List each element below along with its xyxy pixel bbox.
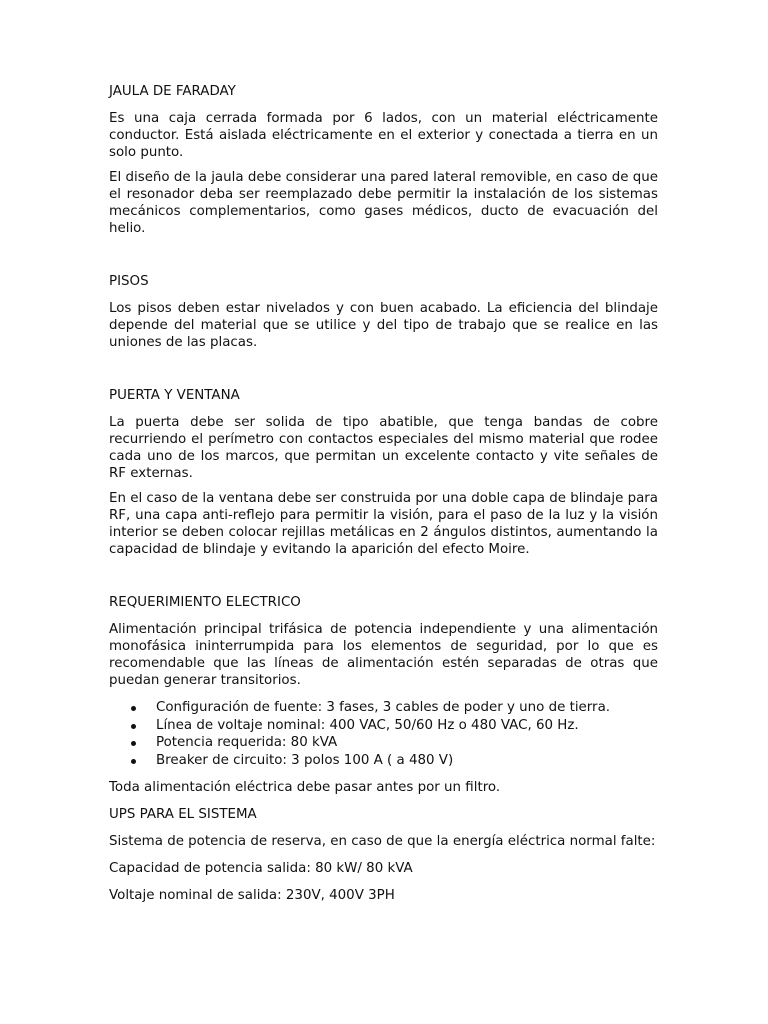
requirements-list — [109, 699, 658, 769]
list-item — [109, 734, 658, 752]
bullet-icon — [131, 759, 136, 764]
bullet-icon — [131, 741, 136, 746]
list-item — [109, 699, 658, 717]
document-page — [109, 83, 658, 904]
bullet-icon — [131, 724, 136, 729]
bullet-icon — [131, 706, 136, 711]
heading-jaula-de-faraday: JAULA DE FARADAY — [109, 84, 236, 99]
heading-pisos: PISOS — [109, 274, 149, 289]
paragraph-puerta: La puerta debe ser solida de tipo abatible, que tenga bandas de cobre recurriendo el perímetro con contactos especiales del mismo material que rodee cada uno de los marcos, que permitan un excelente contacto y vite señales de RF externas. — [109, 415, 658, 481]
heading-requerimiento-electrico: REQUERIMIENTO ELECTRICO — [109, 595, 301, 610]
paragraph-jaula-design: El diseño de la jaula debe considerar una pared lateral removible, en caso de que el resonador deba ser reemplazado debe permitir la instalación de los sistemas mecánicos complementarios, como gases médicos, ducto de evacuación del helio. — [109, 170, 658, 236]
paragraph-ventana: En el caso de la ventana debe ser construida por una doble capa de blindaje para RF, una capa anti-reflejo para permitir la visión, para el paso de la luz y la visión interior se deben colocar rejillas metálicas en 2 ángulos distintos, aumentando la capacidad de blindaje y evitando la aparición del efecto Moire. — [109, 491, 658, 557]
paragraph-pisos: Los pisos deben estar nivelados y con buen acabado. La eficiencia del blindaje depende del material que se utilice y del tipo de trabajo que se realice en las uniones de las placas. — [109, 301, 658, 350]
paragraph-ups-capacity: Capacidad de potencia salida: 80 kW/ 80 kVA — [109, 861, 413, 876]
paragraph-ups-description: Sistema de potencia de reserva, en caso de que la energía eléctrica normal falte: — [109, 834, 656, 849]
paragraph-alimentacion: Alimentación principal trifásica de potencia independiente y una alimentación monofásica ininterrumpida para los elementos de seguridad, por lo que es recomendable que las líneas de alimentación estén separadas de otras que puedan generar transitorios. — [109, 622, 658, 688]
heading-puerta-y-ventana: PUERTA Y VENTANA — [109, 388, 240, 403]
list-item-text: Configuración de fuente: 3 fases, 3 cables de poder y uno de tierra. — [156, 700, 611, 715]
paragraph-filtro: Toda alimentación eléctrica debe pasar antes por un filtro. — [109, 780, 501, 795]
paragraph-ups-voltage: Voltaje nominal de salida: 230V, 400V 3PH — [109, 888, 395, 903]
heading-ups-para-el-sistema: UPS PARA EL SISTEMA — [109, 807, 257, 822]
list-item-text: Potencia requerida: 80 kVA — [156, 735, 338, 750]
paragraph-jaula-description: Es una caja cerrada formada por 6 lados, con un material eléctricamente conductor. Está aislada eléctricamente en el exterior y conectada a tierra en un solo punto. — [109, 111, 658, 160]
list-item-text: Línea de voltaje nominal: 400 VAC, 50/60 Hz o 480 VAC, 60 Hz. — [156, 717, 579, 733]
list-item — [109, 752, 658, 770]
list-item-text: Breaker de circuito: 3 polos 100 A ( a 480 V) — [156, 752, 454, 768]
list-item — [109, 717, 658, 735]
